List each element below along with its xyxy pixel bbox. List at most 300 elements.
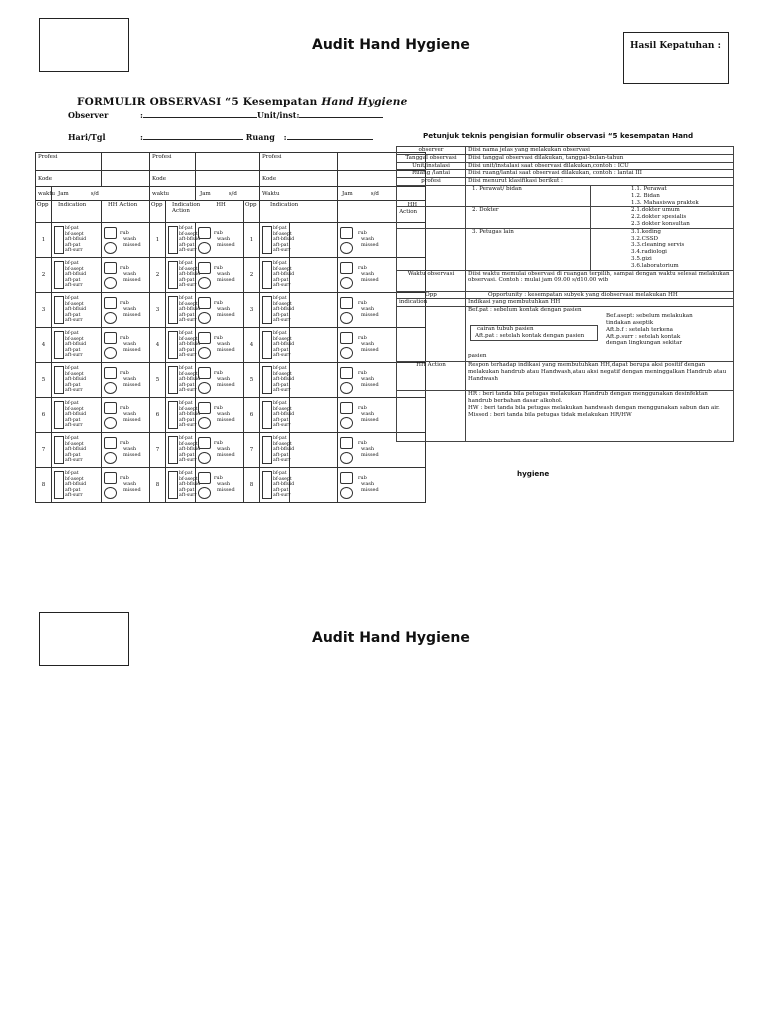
pet-hh-blank: [397, 391, 466, 442]
hh-label-wash: wash: [361, 236, 375, 242]
indication-checkbox[interactable]: [54, 458, 64, 464]
indication-label: bf-asept: [273, 266, 292, 272]
indication-option[interactable]: [52, 353, 101, 359]
hasil-kepatuhan-label: Hasil Kepatuhan :: [630, 41, 721, 51]
pet-p1-item: 1.2. Bidan: [631, 192, 660, 199]
handrub-checkbox[interactable]: [198, 262, 211, 274]
hh-label-missed: missed: [123, 417, 141, 423]
indication-checkbox[interactable]: [54, 353, 64, 359]
indication-option[interactable]: [260, 458, 289, 464]
indication-label: bf-asept: [179, 406, 198, 412]
hh-label-missed: missed: [361, 242, 379, 248]
indication-cell: [166, 363, 201, 398]
indication-option[interactable]: [260, 283, 289, 289]
pet-p2-item: 2.3 dokter konsultan: [631, 220, 690, 227]
indication-option[interactable]: [166, 458, 195, 464]
indication-checkbox[interactable]: [168, 388, 178, 394]
opp-number: 1: [244, 223, 260, 258]
cairan-text: cairan tubuh pasien: [477, 326, 534, 333]
hh-label-rub: rub: [358, 440, 367, 446]
indication-label: bf-asept: [65, 266, 84, 272]
kode-row: [36, 171, 426, 187]
pet-row-p2: [397, 207, 734, 228]
indication-label: bf-asept: [179, 441, 198, 447]
col-indication-2: [166, 201, 244, 223]
missed-checkbox[interactable]: [104, 242, 117, 254]
hh-label-missed: missed: [217, 382, 235, 388]
hh-action-cell: [196, 398, 244, 433]
bef-asept-line: Bef.asept: sebelum melakukan: [606, 313, 693, 320]
hh-label-rub: rub: [214, 475, 223, 481]
indication-label: aft-bfluid: [65, 447, 87, 453]
indication-label: aft-surr: [273, 423, 291, 429]
missed-checkbox[interactable]: [198, 452, 211, 464]
hari-label: Hari/Tgl: [68, 132, 106, 142]
hh-label-missed: missed: [217, 277, 235, 283]
missed-checkbox[interactable]: [340, 417, 353, 429]
missed-checkbox[interactable]: [198, 242, 211, 254]
indication-option[interactable]: [260, 493, 289, 499]
handrub-checkbox[interactable]: [198, 437, 211, 449]
hh-label-rub: rub: [120, 370, 129, 376]
col-hh-3b: Action: [399, 209, 418, 215]
missed-checkbox[interactable]: [198, 277, 211, 289]
indication-label: aft-bfluid: [273, 447, 295, 453]
indication-option[interactable]: [52, 388, 101, 394]
bef-pat: Bef.pat : sebelum kontak dengan pasien: [468, 307, 582, 314]
indication-cell: [260, 363, 295, 398]
indication-label: aft-surr: [273, 388, 291, 394]
indication-label: bf-asept: [65, 336, 84, 342]
indication-checkbox[interactable]: [168, 493, 178, 499]
indication-label: aft-pat: [179, 487, 195, 493]
hh-label-rub: rub: [120, 265, 129, 271]
pet-p2: 2. Dokter: [466, 207, 591, 228]
indication-label: aft-surr: [179, 458, 197, 464]
indication-checkbox[interactable]: [54, 493, 64, 499]
handrub-checkbox[interactable]: [104, 472, 117, 484]
indication-option[interactable]: [260, 353, 289, 359]
indication-option[interactable]: [166, 493, 195, 499]
missed-checkbox[interactable]: [198, 487, 211, 499]
hh-label-rub: rub: [358, 265, 367, 271]
indication-checkbox[interactable]: [54, 283, 64, 289]
hh-label-rub: rub: [120, 230, 129, 236]
hh-action-cell: [338, 468, 426, 503]
hh-label-rub: rub: [358, 300, 367, 306]
hr-text: HR : beri tanda bila petugas melakukan Handrub dengan menggunakan desinfektan handrub berbahan dasar alkohol.: [468, 391, 708, 404]
handrub-checkbox[interactable]: [340, 367, 353, 379]
sd-label-3: s/d: [370, 190, 379, 197]
indication-label: aft-surr: [273, 248, 291, 254]
indication-label: bf-pat: [273, 401, 287, 407]
kode-field-1[interactable]: [102, 171, 150, 187]
indication-label: aft-pat: [179, 452, 195, 458]
handrub-checkbox[interactable]: [104, 227, 117, 239]
pet-tanggal-val: Diisi tanggal observasi dilakukan, tanggal-bulan-tahun: [466, 154, 734, 162]
missed-checkbox[interactable]: [104, 417, 117, 429]
hari-row: [68, 132, 373, 142]
observation-row: [36, 293, 426, 328]
col-indication-2-label: Indication: [172, 202, 201, 208]
indication-cell: [52, 398, 102, 433]
indication-cell: [52, 328, 102, 363]
missed-checkbox[interactable]: [198, 347, 211, 359]
hh-label-wash: wash: [217, 306, 231, 312]
indication-label: bf-asept: [273, 301, 292, 307]
col-opp-1: Opp: [36, 201, 52, 223]
indication-cell: [260, 258, 295, 293]
missed-checkbox[interactable]: [340, 277, 353, 289]
hasil-kepatuhan-box: [623, 32, 729, 84]
indication-label: aft-surr: [273, 283, 291, 289]
handrub-checkbox[interactable]: [198, 227, 211, 239]
indication-label: aft-bfluid: [179, 342, 201, 348]
hh-label-missed: missed: [361, 347, 379, 353]
indication-label: bf-pat: [179, 436, 193, 442]
indication-label: bf-asept: [65, 231, 84, 237]
missed-text: Missed : beri tanda bila petugas tidak melakukan HR/HW: [468, 411, 632, 418]
pet-p3-item: 3.5.gizi: [631, 255, 652, 262]
handrub-checkbox[interactable]: [198, 332, 211, 344]
indication-label: aft-surr: [179, 388, 197, 394]
indication-label: aft-pat: [179, 417, 195, 423]
missed-checkbox[interactable]: [198, 382, 211, 394]
hh-label-rub: rub: [214, 300, 223, 306]
indication-label: aft-surr: [273, 318, 291, 324]
indication-label: aft-pat: [65, 242, 81, 248]
spacer-cell: [290, 468, 338, 503]
opp-number: 3: [150, 293, 166, 328]
hh-label-missed: missed: [361, 452, 379, 458]
pet-p3-item: 3.2.CSSD: [631, 235, 659, 242]
indication-checkbox[interactable]: [54, 248, 64, 254]
indication-checkbox[interactable]: [168, 458, 178, 464]
indication-checkbox[interactable]: [262, 388, 272, 394]
ruang-field[interactable]: [287, 132, 373, 140]
indication-option[interactable]: [52, 493, 101, 499]
pet-row-observer: [397, 147, 734, 155]
indication-label: aft-bfluid: [273, 342, 295, 348]
pet-profesi-key: profesi: [397, 178, 466, 186]
missed-checkbox[interactable]: [340, 382, 353, 394]
indication-label: bf-asept: [179, 231, 198, 237]
indication-label: bf-pat: [179, 366, 193, 372]
handrub-checkbox[interactable]: [340, 297, 353, 309]
hh-label-wash: wash: [217, 236, 231, 242]
profesi-field-2[interactable]: [196, 153, 260, 171]
opp-number: 1: [150, 223, 166, 258]
pet-observer-key: observer: [397, 147, 466, 155]
handrub-checkbox[interactable]: [340, 262, 353, 274]
indication-label: bf-pat: [65, 261, 79, 267]
handrub-checkbox[interactable]: [104, 437, 117, 449]
missed-checkbox[interactable]: [340, 452, 353, 464]
missed-checkbox[interactable]: [104, 487, 117, 499]
indication-checkbox[interactable]: [262, 353, 272, 359]
indication-cell: [166, 223, 201, 258]
hh-label-wash: wash: [217, 481, 231, 487]
indication-cell: [52, 223, 102, 258]
hh-action-cell: [102, 328, 150, 363]
observer-colon: :: [140, 110, 143, 120]
handrub-checkbox[interactable]: [104, 262, 117, 274]
ruang-colon: :: [283, 132, 287, 142]
indication-label: aft-bfluid: [179, 377, 201, 383]
pet-p2-item: 2.2.dokter spesialis: [631, 214, 687, 221]
pet-ruang-key: Ruang /lantai: [397, 170, 466, 178]
indication-label: aft-pat: [273, 347, 289, 353]
indication-label: aft-surr: [65, 493, 83, 499]
hh-action-cell: [196, 433, 244, 468]
indication-cell: [52, 258, 102, 293]
indication-label: aft-pat: [65, 277, 81, 283]
hh-label-rub: rub: [120, 300, 129, 306]
missed-checkbox[interactable]: [340, 347, 353, 359]
indication-label: aft-bfluid: [179, 482, 201, 488]
observation-row: [36, 398, 426, 433]
indication-label: aft-surr: [65, 353, 83, 359]
indication-label: bf-asept: [179, 336, 198, 342]
indication-option[interactable]: [260, 388, 289, 394]
kode-field-2[interactable]: [196, 171, 260, 187]
indication-label: aft-surr: [65, 248, 83, 254]
hh-action-cell: [196, 258, 244, 293]
hh-label-rub: rub: [214, 265, 223, 271]
observer-field[interactable]: [143, 110, 257, 118]
indication-cell: [260, 433, 295, 468]
indication-label: aft-bfluid: [273, 412, 295, 418]
hh-label-missed: missed: [123, 487, 141, 493]
jam-label-2: Jam: [200, 190, 211, 197]
pet-row-profesi: [397, 178, 734, 186]
indication-checkbox[interactable]: [54, 388, 64, 394]
indication-checkbox[interactable]: [168, 353, 178, 359]
indication-label: bf-pat: [179, 226, 193, 232]
pet-hh-key: HH Action: [397, 362, 466, 391]
indication-checkbox[interactable]: [262, 318, 272, 324]
indication-option[interactable]: [166, 318, 195, 324]
indication-label: aft-pat: [65, 312, 81, 318]
observation-row: [36, 223, 426, 258]
hh-label-rub: rub: [214, 230, 223, 236]
profesi-field-1[interactable]: [102, 153, 150, 171]
missed-checkbox[interactable]: [198, 312, 211, 324]
hh-action-cell: [102, 363, 150, 398]
indication-label: aft-bfluid: [65, 377, 87, 383]
indication-option[interactable]: [52, 318, 101, 324]
indication-option[interactable]: [260, 318, 289, 324]
indication-option[interactable]: [260, 248, 289, 254]
missed-checkbox[interactable]: [104, 312, 117, 324]
indication-option[interactable]: [260, 423, 289, 429]
handrub-checkbox[interactable]: [198, 297, 211, 309]
missed-checkbox[interactable]: [104, 277, 117, 289]
handrub-checkbox[interactable]: [198, 472, 211, 484]
observation-row: [36, 468, 426, 503]
indication-checkbox[interactable]: [262, 248, 272, 254]
waktu-field-2[interactable]: [196, 187, 260, 201]
pet-waktu-val: Diisi waktu memulai observasi di ruangan terpilih, sampai dengan waktu selesai melakukan observasi. Contoh : mulai jam 09.00 s/d10.00 wib: [466, 270, 734, 291]
opp-number: 3: [36, 293, 52, 328]
missed-checkbox[interactable]: [198, 417, 211, 429]
indication-checkbox[interactable]: [168, 423, 178, 429]
indication-cell: [52, 433, 102, 468]
handrub-checkbox[interactable]: [198, 367, 211, 379]
petunjuk-table: [396, 146, 734, 442]
handrub-checkbox[interactable]: [340, 227, 353, 239]
indication-option[interactable]: [166, 423, 195, 429]
pet-p3-item: 3.4.radiologi: [631, 249, 667, 256]
hh-label-wash: wash: [217, 341, 231, 347]
opp-number: 6: [36, 398, 52, 433]
indication-cell: [260, 398, 295, 433]
pet-row-tanggal: [397, 154, 734, 162]
indication-label: aft-pat: [273, 487, 289, 493]
hh-label-missed: missed: [123, 382, 141, 388]
hh-label-rub: rub: [358, 335, 367, 341]
indication-label: aft-surr: [65, 283, 83, 289]
form-title: [77, 96, 407, 108]
hh-action-cell: [196, 468, 244, 503]
waktu-field-1[interactable]: [52, 187, 150, 201]
indication-checkbox[interactable]: [54, 423, 64, 429]
opp-number: 7: [36, 433, 52, 468]
indication-label: aft-bfluid: [179, 307, 201, 313]
handrub-checkbox[interactable]: [340, 437, 353, 449]
hari-colon: :: [140, 132, 143, 142]
indication-label: bf-asept: [273, 406, 292, 412]
hh-label-wash: wash: [217, 411, 231, 417]
indication-cell: [52, 363, 102, 398]
indication-label: aft-pat: [65, 347, 81, 353]
sd-label-2: s/d: [228, 190, 237, 197]
handrub-checkbox[interactable]: [340, 402, 353, 414]
indication-label: aft-surr: [179, 283, 197, 289]
hh-action-cell: [196, 363, 244, 398]
jam-label-3: Jam: [342, 190, 353, 197]
waktu-row: [36, 187, 426, 201]
handrub-checkbox[interactable]: [340, 472, 353, 484]
indication-label: aft-surr: [179, 248, 197, 254]
hh-action-cell: [102, 293, 150, 328]
indication-checkbox[interactable]: [168, 248, 178, 254]
column-header-row: [36, 201, 426, 223]
indication-option[interactable]: [52, 458, 101, 464]
indication-label: aft-pat: [65, 452, 81, 458]
opp-number: 6: [244, 398, 260, 433]
handrub-checkbox[interactable]: [340, 332, 353, 344]
hh-label-rub: rub: [214, 370, 223, 376]
indication-checkbox[interactable]: [262, 458, 272, 464]
pet-p2-item: 2.1.dokter umum: [631, 207, 680, 214]
indication-label: bf-pat: [65, 296, 79, 302]
hh-action-cell: [196, 223, 244, 258]
pet-p3-item: 3.6.laboratorium: [631, 262, 679, 269]
missed-checkbox[interactable]: [104, 382, 117, 394]
indication-label: aft-pat: [179, 242, 195, 248]
indication-option[interactable]: [52, 423, 101, 429]
indication-option[interactable]: [166, 388, 195, 394]
hh-label-missed: missed: [217, 312, 235, 318]
pet-indication-val: Indikasi yang membutuhkan HH: [466, 299, 734, 307]
indication-label: aft-bfluid: [273, 272, 295, 278]
observation-row: [36, 363, 426, 398]
pet-p3-blank: [397, 228, 466, 270]
unit-label: Unit/inst:: [256, 110, 300, 120]
hh-label-missed: missed: [123, 452, 141, 458]
indication-label: bf-asept: [65, 371, 84, 377]
spacer-cell: [290, 328, 338, 363]
hh-label-wash: wash: [361, 411, 375, 417]
indication-checkbox[interactable]: [262, 283, 272, 289]
pet-p3-item: 3.3.cleaning servis: [631, 242, 685, 249]
missed-checkbox[interactable]: [340, 312, 353, 324]
indication-label: aft-surr: [179, 353, 197, 359]
missed-checkbox[interactable]: [340, 487, 353, 499]
indication-option[interactable]: [166, 353, 195, 359]
indication-checkbox[interactable]: [168, 283, 178, 289]
indication-checkbox[interactable]: [262, 423, 272, 429]
hh-label-rub: rub: [214, 335, 223, 341]
hh-label-missed: missed: [217, 417, 235, 423]
indication-checkbox[interactable]: [262, 493, 272, 499]
indication-cell: [166, 328, 201, 363]
opp-number: 2: [36, 258, 52, 293]
indication-label: aft-bfluid: [273, 307, 295, 313]
hh-label-rub: rub: [120, 475, 129, 481]
profesi-label-1: Profesi: [36, 153, 102, 171]
indication-label: bf-pat: [179, 331, 193, 337]
hh-action-cell: [196, 328, 244, 363]
hh-label-rub: rub: [120, 440, 129, 446]
indication-label: bf-asept: [65, 441, 84, 447]
indication-label: aft-pat: [273, 452, 289, 458]
pet-profesi-val: Diisi menurut klasifikasi berikut :: [466, 178, 734, 186]
indication-option[interactable]: [52, 283, 101, 289]
pet-row-unit: [397, 162, 734, 170]
indication-label: aft-bfluid: [273, 482, 295, 488]
bef-asept-line: tindakan aseptik: [606, 319, 654, 326]
indication-label: bf-pat: [65, 436, 79, 442]
indication-cell: [260, 328, 295, 363]
handrub-checkbox[interactable]: [198, 402, 211, 414]
unit-field[interactable]: [299, 110, 383, 118]
hh-label-wash: wash: [123, 341, 137, 347]
spacer-cell: [290, 223, 338, 258]
indication-option[interactable]: [166, 283, 195, 289]
missed-checkbox[interactable]: [340, 242, 353, 254]
handrub-checkbox[interactable]: [104, 332, 117, 344]
indication-checkbox[interactable]: [54, 318, 64, 324]
hari-field[interactable]: [143, 132, 243, 140]
handrub-checkbox[interactable]: [104, 367, 117, 379]
observation-table: [35, 152, 426, 503]
indication-option[interactable]: [52, 248, 101, 254]
indication-checkbox[interactable]: [168, 318, 178, 324]
indication-label: aft-surr: [65, 458, 83, 464]
indication-label: bf-pat: [273, 261, 287, 267]
handrub-checkbox[interactable]: [104, 297, 117, 309]
missed-checkbox[interactable]: [104, 452, 117, 464]
handrub-checkbox[interactable]: [104, 402, 117, 414]
indication-option[interactable]: [166, 248, 195, 254]
indication-label: bf-asept: [179, 476, 198, 482]
hh-label-wash: wash: [361, 306, 375, 312]
hh-label-missed: missed: [123, 312, 141, 318]
opp-number: 8: [244, 468, 260, 503]
missed-checkbox[interactable]: [104, 347, 117, 359]
